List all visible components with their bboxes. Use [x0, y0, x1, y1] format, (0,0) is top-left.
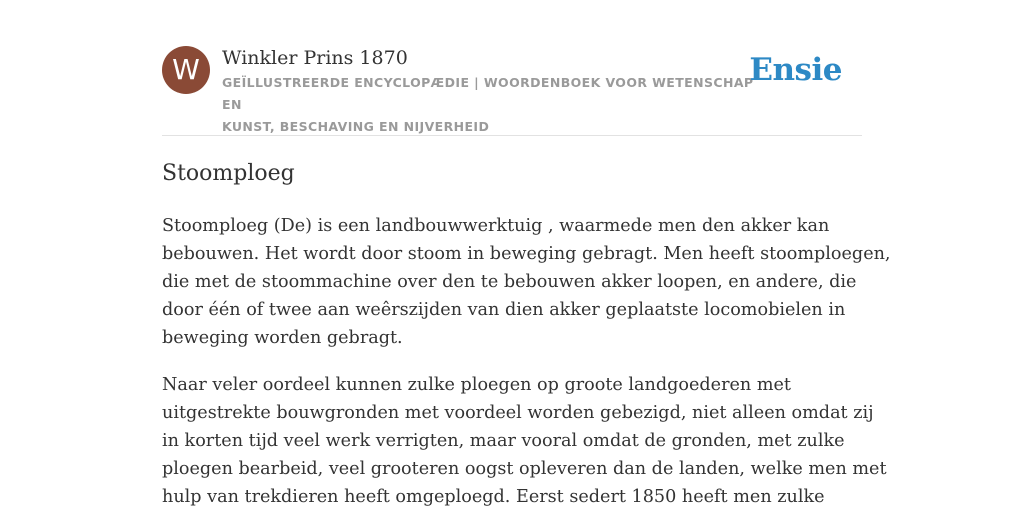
paragraph-line: ploegen bearbeid, veel grooteren oogst opleveren dan de landen, welke men met — [162, 459, 887, 479]
avatar[interactable]: W — [162, 46, 210, 94]
article-title: Stoomploeg — [162, 161, 295, 186]
ensie-logo[interactable]: Ensie — [749, 52, 842, 88]
source-subtitle-line-1: GEÏLLUSTREERDE ENCYCLOPÆDIE | WOORDENBOEK VOOR WETENSCHAP EN — [222, 75, 754, 112]
paragraph-line: Stoomploeg (De) is een landbouwwerktuig , waarmede men den akker kan — [162, 216, 830, 236]
article-body — [162, 212, 891, 512]
paragraph-1 — [162, 212, 891, 352]
paragraph-2 — [162, 371, 887, 511]
paragraph-line: beweging worden gebragt. — [162, 328, 403, 348]
paragraph-line: hulp van trekdieren heeft omgeploegd. Eerst sedert 1850 heeft men zulke — [162, 487, 825, 507]
paragraph-line: die met de stoommachine over den te bebouwen akker loopen, en andere, die — [162, 272, 857, 292]
paragraph-line: bebouwen. Het wordt door stoom in beweging gebragt. Men heeft stoomploegen, — [162, 244, 891, 264]
source-subtitle — [222, 72, 762, 138]
source-subtitle-line-2: KUNST, BESCHAVING EN NIJVERHEID — [222, 119, 490, 134]
paragraph-line: uitgestrekte bouwgronden met voordeel worden gebezigd, niet alleen omdat zij — [162, 403, 874, 423]
paragraph-line: door één of twee aan weêrszijden van dien akker geplaatste locomobielen in — [162, 300, 846, 320]
source-title[interactable]: Winkler Prins 1870 — [222, 47, 408, 69]
divider — [162, 135, 862, 136]
paragraph-line: in korten tijd veel werk verrigten, maar vooral omdat de gronden, met zulke — [162, 431, 845, 451]
paragraph-line: Naar veler oordeel kunnen zulke ploegen op groote landgoederen met — [162, 375, 791, 395]
source-header — [162, 46, 862, 136]
